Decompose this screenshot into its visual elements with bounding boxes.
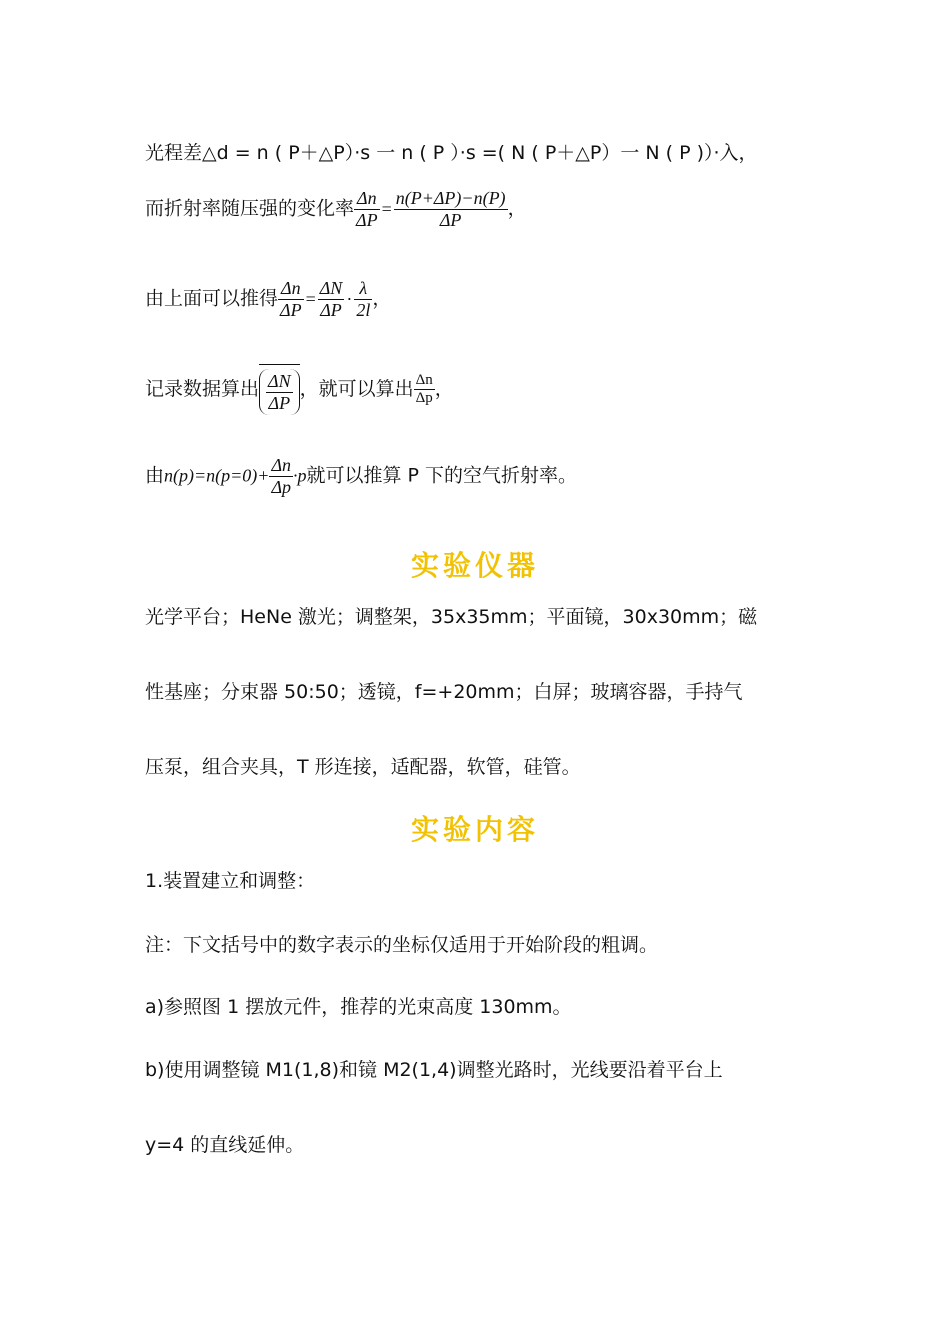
fraction-dn-dP: $\frac{\Delta n}{\Delta P}$ (356, 188, 378, 230)
record-text: 记录数据算出 (145, 378, 260, 401)
n-p-expression: n(p)=n(p=0)+ (164, 465, 270, 486)
instruments-line-3: 压泵，组合夹具，T 形连接，适配器，软管，硅管。 (145, 756, 581, 778)
record-data-line: 记录数据算出 $\frac{\Delta N}{\Delta P}$ ，就可以算出 $\frac{\Delta n}{\Delta p}$ ， (145, 364, 454, 415)
derivation-text: 由上面可以推得 (145, 287, 279, 310)
equals-sign: = (381, 198, 392, 219)
content-step-b-continued: y=4 的直线延伸。 (145, 1134, 305, 1156)
instruments-line-2: 性基座；分束器 50:50；透镜，f=+20mm；白屏；玻璃容器，手持气 (145, 681, 743, 703)
heading-content: 实验内容 (410, 813, 539, 846)
heading-instruments: 实验仪器 (410, 549, 539, 582)
refractive-index-formula-line: 由n(p)=n(p=0)+ $\frac{\Delta n}{\Delta p}$ ·p就可以推算 P 下的空气折射率。 (145, 455, 578, 497)
fraction-dN-dP: $\frac{\Delta N}{\Delta P}$ (319, 278, 343, 320)
content-note: 注：下文括号中的数字表示的坐标仅适用于开始阶段的粗调。 (145, 934, 659, 956)
fraction-dn-dp-small: $\frac{\Delta n}{\Delta p}$ (415, 371, 433, 407)
rate-text: 而折射率随压强的变化率 (145, 197, 355, 220)
fraction-dn-dp-formula: $\frac{\Delta n}{\Delta p}$ (271, 455, 292, 497)
mean-overbar (259, 364, 300, 415)
parenthesis (259, 369, 300, 415)
fraction-n-difference: $\frac{n(P+\Delta P)-n(P)}{\Delta P}$ (395, 188, 506, 230)
content-setup: 1.装置建立和调整： (145, 870, 316, 892)
derivation-line: 由上面可以推得 $\frac{\Delta n}{\Delta P}$ = $\frac{\Delta N}{\Delta P}$ · $\frac{\lambda}{2l}$ ， (145, 278, 392, 320)
content-step-a: a)参照图 1 摆放元件，推荐的光束高度 130mm。 (145, 996, 572, 1018)
content-step-b: b)使用调整镜 M1(1,8)和镜 M2(1,4)调整光路时，光线要沿着平台上 (145, 1059, 723, 1081)
instruments-line-1: 光学平台；HeNe 激光；调整架，35x35mm；平面镜，30x30mm；磁 (145, 606, 758, 628)
optical-path-difference-line (145, 138, 758, 165)
formula-suffix-text: 就可以推算 P 下的空气折射率。 (306, 464, 578, 487)
fraction-dn-dP-2: $\frac{\Delta n}{\Delta P}$ (280, 278, 302, 320)
calc-text: ，就可以算出 (299, 378, 414, 401)
refractive-rate-line: 而折射率随压强的变化率 $\frac{\Delta n}{\Delta P}$ = $\frac{n(P+\Delta P)-n(P)}{\Delta P}$ ， (145, 188, 527, 230)
optical-path-text: 光程差△d = n ( P＋△P）·s 一 n ( P ）·s =( N ( P＋△P）一 N ( P )）·入， (145, 142, 758, 164)
fraction-lambda-2l: $\frac{\lambda}{2l}$ (356, 278, 371, 320)
fraction-dN-dP-mean: $\frac{\Delta N}{\Delta P}$ (268, 371, 291, 413)
